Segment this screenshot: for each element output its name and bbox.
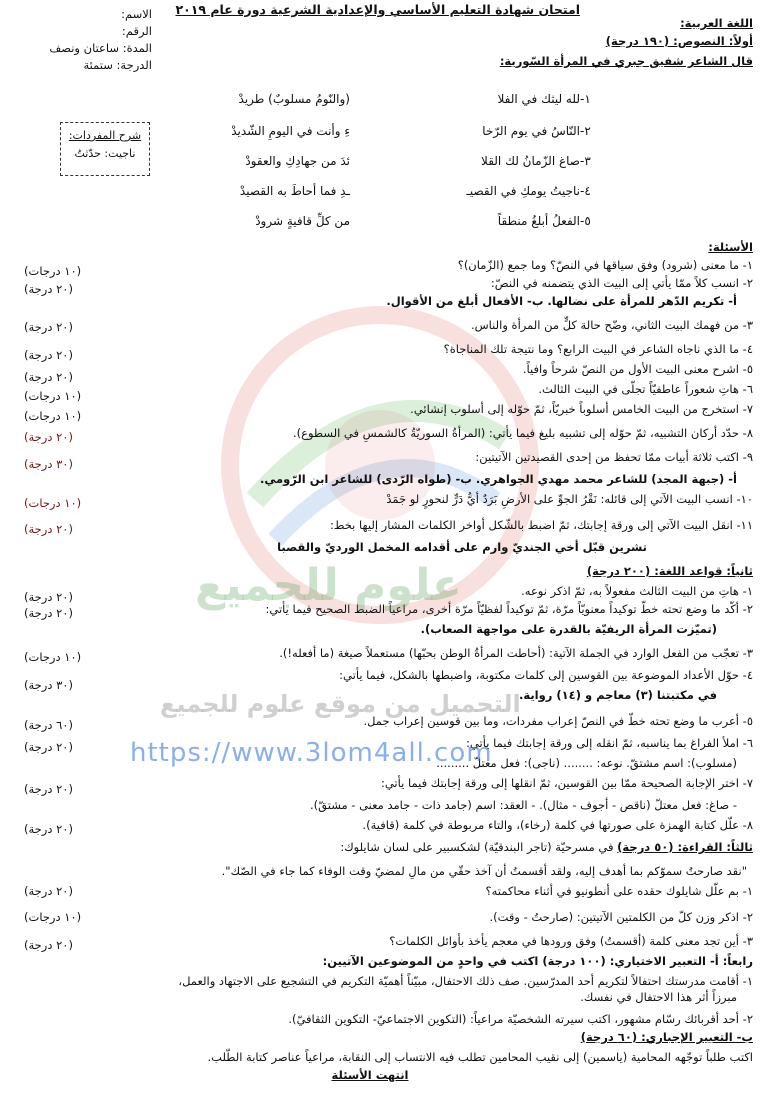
question-item: ٣- من فهمك البيت الثاني، وضّح حالة كلٍّ من المرأة والناس.	[470, 318, 753, 332]
grammar-item: ٢- أكّد ما وضع تحته خطّ توكيداً معنويّاً مرّة، ثمّ توكيداً لفظيّاً مرّة أخرى، مراعياً الضبط الصحيح فيما يأتي:	[265, 602, 753, 616]
grammar-subitem: (تميّزت المرأة الريفيّة بالقدرة على مواجهة الصعاب).	[420, 622, 717, 636]
grammar-marks: (١٠ درجات)	[24, 650, 82, 664]
exam-end: انتهت الأسئلة	[331, 1068, 409, 1082]
exam-title: امتحان شهادة التعليم الأساسي والإعدادية الشرعية دورة عام ٢٠١٩	[175, 2, 580, 17]
vocabulary-item: ناجيت: حدّثتُ	[74, 147, 136, 160]
reading-marks: (٢٠ درجة)	[24, 884, 73, 898]
duration-label: المدة: ساعتان ونصف	[49, 41, 152, 55]
watermark-url: https://www.3lom4all.com	[130, 738, 493, 768]
grammar-item: ٤- حوّل الأعداد الموضوعة بين القوسين إلى كلمات مكتوبة، واضبطها بالشكل، فيما يأتي:	[339, 668, 753, 682]
grammar-item: ١- هاتِ من البيت الثالث مفعولاً به، ثمّ اذكر نوعه.	[521, 584, 753, 598]
number-label: الرقم:	[121, 24, 152, 38]
reading-marks: (١٠ درجات)	[24, 910, 82, 924]
grammar-subitem: (مسلوب): اسم مشتقّ. نوعه: ........ (ناجى): فعل معتلّ .........	[436, 756, 737, 770]
grammar-marks: (٢٠ درجة)	[24, 822, 73, 836]
question-marks: (١٠ درجات)	[24, 264, 82, 278]
mandatory-essay-text: اكتب طلباً توجّهه المحامية (ياسمين) إلى نقيب المحامين تطلب فيه الانتساب إلى النقابة، مراعياً عناصر كتابة الطّلب.	[207, 1050, 753, 1064]
question-subitem: أ- (جبهة المجد) للشاعر محمد مهدي الجواهري. ب- (طواه الرّدى) للشاعر ابن الرّومي.	[260, 472, 737, 486]
poem-verse: ٣- صاغ الزّمانُ لك القلا ئدَ من جهادِكِ والعقودْ	[245, 154, 591, 168]
question-marks: (٢٠ درجة)	[24, 370, 73, 384]
vocabulary-box	[60, 122, 150, 176]
question-item: ٤- ما الذي ناجاه الشاعر في البيت الرابع؟ وما نتيجة تلك المناجاة؟	[443, 342, 753, 356]
grade-label: الدرجة: ستمئة	[83, 58, 152, 72]
grammar-marks: (٦٠ درجة)	[24, 718, 73, 732]
reading-marks: (٢٠ درجة)	[24, 938, 73, 952]
reading-item: ٢- اذكر وزن كلّ من الكلمتين الآتيتين: (صارحتُ - وقت).	[489, 910, 753, 924]
question-marks: (٢٠ درجة)	[24, 430, 73, 444]
section4-title: رابعاً: أ- التعبير الاختياري: (١٠٠ درجة) اكتب في واحدٍ من الموضوعين الآتيين:	[322, 954, 753, 968]
question-marks: (٢٠ درجة)	[24, 348, 73, 362]
grammar-subitem: في مكتبتنا (٣) معاجم و (١٤) رواية.	[519, 688, 717, 702]
watermark-site-name: علوم للجميع	[195, 560, 462, 611]
grammar-item: ٨- علّل كتابة الهمزة على صورتها في كلمة (رخاء)، والتاء مربوطة في كلمة (قافية).	[362, 818, 753, 832]
grammar-marks: (٢٠ درجة)	[24, 590, 73, 604]
grammar-item: ٧- اختر الإجابة الصحيحة ممّا بين القوسين، ثمّ انقلها إلى ورقة إجابتك فيما يأتي:	[380, 776, 753, 790]
grammar-marks: (٢٠ درجة)	[24, 740, 73, 754]
reading-heading	[133, 840, 753, 854]
question-item: ١- ما معنى (شرود) وفق سياقها في النصّ؟ وما جمع (الزّمان)؟	[457, 258, 753, 272]
poem-verse: ٤- ناجيتُ يومكِ في القصيـ ـدِ فما أحاطَ به القصيدْ	[239, 184, 591, 198]
grammar-subitem: - صاغ: فعل معتلّ (ناقص - أجوف - مثال). - العقد: اسم (جامد ذات - جامد معنى - مشتقّ).	[309, 798, 737, 812]
question-marks: (٢٠ درجة)	[24, 320, 73, 334]
poem-verse: ٥- الفعلُ أبلغُ منطقاً من كلِّ قافيةٍ شرودْ	[255, 214, 591, 228]
questions-title: الأسئلة:	[708, 240, 753, 254]
grammar-marks: (٢٠ درجة)	[24, 782, 73, 796]
question-marks: (٢٠ درجة)	[24, 282, 73, 296]
grammar-marks: (٢٠ درجة)	[24, 606, 73, 620]
question-item: ١١- انقل البيت الآتي إلى ورقة إجابتك، ثمّ اضبط بالشّكل أواخر الكلمات المشار إليها بخط:	[329, 518, 753, 532]
section3-title: ثالثاً: القراءة: (٥٠ درجة)	[617, 840, 753, 854]
question-marks: (١٠ درجات)	[24, 389, 82, 403]
essay-option: ١- أقامت مدرستك احتفالاً لتكريم أحد المدرّسين. صف ذلك الاحتفال، مبيّناً أهميّة التكريم في التشجيع على الاجتهاد والعمل،	[178, 974, 753, 988]
poem-verse: ١- لله ليثك في الفلا (والنّومُ مسلوبٌ) طريدْ	[238, 92, 591, 106]
question-item: ٥- اشرح معنى البيت الأول من النصّ شرحاً وافياً.	[522, 362, 753, 376]
grammar-item: ٣- تعجّب من الفعل الوارد في الجملة الآتية: (أحاطت المرأةُ الوطن بحبّها) مستعملاً صيغة (ما أفعله!).	[279, 646, 753, 660]
reading-intro: في مسرحيّة (تاجر البندقيّة) لشكسبير على لسان شايلوك:	[340, 840, 614, 854]
subject-label: اللغة العربية:	[680, 16, 753, 30]
question-item: ١٠- انسب البيت الآتي إلى قائله: نَقْرُ الجوِّ على الأرضِ بَرَدٌ أيُّ دَرٍّ لنحورٍ لو جَمَدْ	[386, 492, 753, 506]
reading-item: ١- بم علّل شايلوك حقده على أنطونيو في أثناء محاكمته؟	[485, 884, 753, 898]
section1-title: أولاً: النصوص: (١٩٠ درجة)	[605, 34, 753, 48]
grammar-item: ٥- أعرب ما وضع تحته خطّ في النصّ إعراب مفردات، وما بين قوسين إعراب جمل.	[363, 714, 753, 728]
vocabulary-title: شرح المفردات:	[68, 129, 142, 142]
reading-item: ٣- أين تجد معنى كلمة (أقسمتُ) وفق ورودها في معجم يأخذ بأوائل الكلمات؟	[389, 934, 753, 948]
question-marks: (٣٠ درجة)	[24, 457, 73, 471]
watermark-download-text: التحميل من موقع علوم للجميع	[160, 690, 521, 718]
question-item: ٨- حدّد أركان التشبيه، ثمّ حوّله إلى تشبيه بليغ فيما يأتي: (المرأةُ السوريّةُ كالشمسِ في السطوع).	[292, 426, 753, 440]
question-subitem: أ- تكريم الدّهر للمرأة على نضالها. ب- الأفعال أبلغ من الأقوال.	[386, 294, 737, 308]
essay-option-cont: مبرزاً أثر هذا الاحتفال في نفسك.	[580, 990, 737, 1004]
question-item: ٢- انسب كلاً ممّا يأتي إلى البيت الذي يتضمنه في النصّ:	[490, 276, 753, 290]
question-item: ٩- اكتب ثلاثة أبيات ممّا تحفظ من إحدى القصيدتين الآتيتين:	[475, 450, 753, 464]
question-marks: (٢٠ درجة)	[24, 522, 73, 536]
name-label: الاسم:	[121, 7, 152, 21]
mandatory-essay-title: ب- التعبير الإجباري: (٦٠ درجة)	[580, 1030, 753, 1044]
grammar-marks: (٣٠ درجة)	[24, 678, 73, 692]
essay-option: ٢- أحد أقربائك رسّام مشهور، اكتب سيرته الشخصيّة مراعياً: (التكوين الاجتماعيّ- التكوين الثقافيّ).	[288, 1012, 753, 1026]
question-item: ٧- استخرج من البيت الخامس أسلوباً خبريّاً، ثمّ حوّله إلى أسلوب إنشائي.	[410, 402, 753, 416]
poet-line: قال الشاعر شفيق جبري في المرأة السّورية:	[499, 54, 753, 68]
section2-title: ثانياً: قواعد اللغة: (٢٠٠ درجة)	[586, 564, 753, 578]
question-marks: (١٠ درجات)	[24, 409, 82, 423]
poem-verse: ٢- النّاسُ في يوم الرّخا ءِ وأنت في اليومِ الشّديدْ	[231, 124, 591, 138]
question-verse: تشرين قبّل أخي الجنديّ وارم على أقدامه المخمل الورديّ والقصبا	[277, 540, 647, 554]
grammar-item: ٦- املأ الفراغ بما يناسبه، ثمّ انقله إلى ورقة إجابتك فيما يأتي:	[466, 736, 753, 750]
question-marks: (١٠ درجات)	[24, 496, 82, 510]
student-info	[22, 6, 152, 74]
reading-quote: "نقد صارحتُ سموّكم بما أهدف إليه، ولقد أقسمتُ أن آخذ حقّي من مالِ لمضيّ وقت الوفاء كما جاء في الصّك".	[221, 864, 747, 878]
question-item: ٦- هاتِ شعوراً عاطفيّاً تجلّى في البيت الثالث.	[538, 382, 753, 396]
